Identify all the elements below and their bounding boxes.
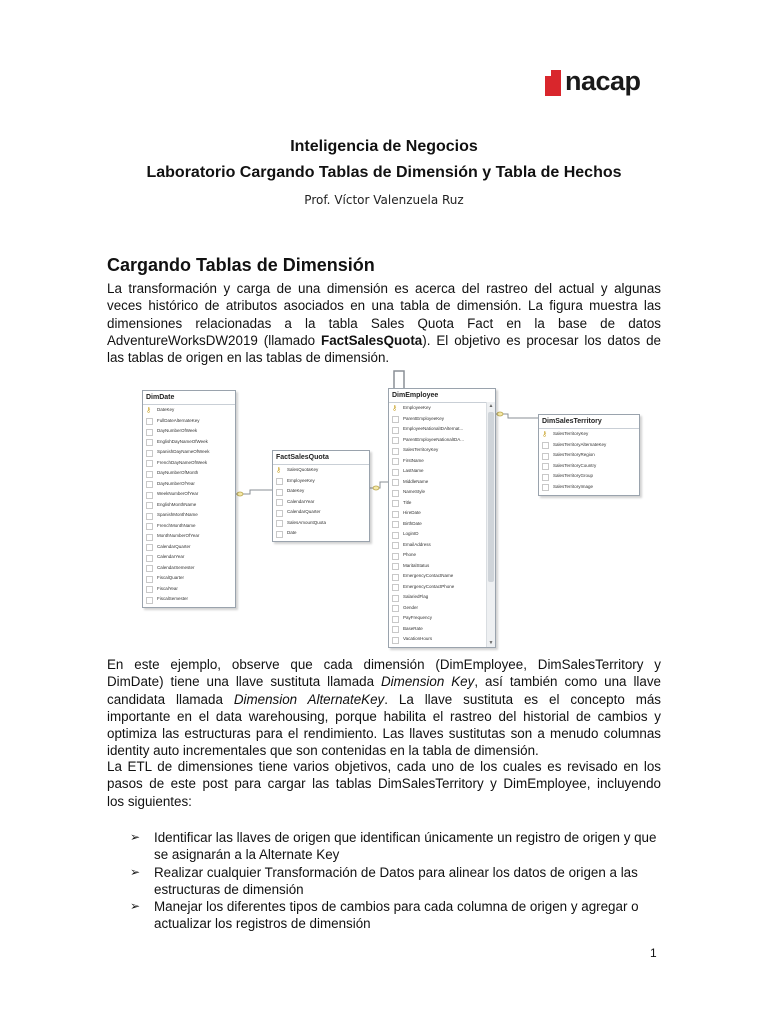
table-column[interactable]: Gender [389, 603, 495, 614]
checkbox[interactable] [392, 605, 399, 612]
key-icon: ⚷ [146, 406, 152, 414]
checkbox[interactable] [146, 544, 153, 551]
bold-term: FactSalesQuota [321, 332, 423, 348]
checkbox[interactable] [392, 469, 399, 476]
checkbox[interactable] [392, 574, 399, 581]
table-column[interactable]: DayNumberOfYear [143, 479, 235, 490]
table-column[interactable]: CalendarQuarter [273, 507, 369, 518]
checkbox[interactable] [392, 427, 399, 434]
text-line: AdventureWorksDW2019 (llamado FactSalesQuota). El objetivo es procesar los datos de [107, 332, 661, 348]
checkbox[interactable] [146, 565, 153, 572]
table-column[interactable]: FiscalSemester [143, 594, 235, 605]
checkbox[interactable] [146, 481, 153, 488]
table-column[interactable]: VacationHours [389, 634, 495, 645]
table-column[interactable]: ParentEmployeeNationalIDA... [389, 435, 495, 446]
checkbox[interactable] [146, 597, 153, 604]
table-column[interactable]: CalendarSemester [143, 563, 235, 574]
table-column[interactable]: EnglishDayNameOfWeek [143, 437, 235, 448]
table-column[interactable]: FrenchDayNameOfWeek [143, 458, 235, 469]
text-line: En este ejemplo, observe que cada dimensión (DimEmployee, DimSalesTerritory y [107, 657, 661, 672]
checkbox[interactable] [146, 513, 153, 520]
table-column[interactable]: SalesTerritoryRegion [539, 450, 639, 461]
table-dimemployee[interactable] [388, 388, 496, 648]
checkbox[interactable] [146, 439, 153, 446]
checkbox[interactable] [392, 553, 399, 560]
scrollbar-thumb[interactable] [488, 412, 494, 582]
table-column[interactable]: SalesTerritoryCountry [539, 461, 639, 472]
list-item-text: Identificar las llaves de origen que identifican únicamente un registro de origen y que [154, 830, 657, 845]
checkbox[interactable] [392, 616, 399, 623]
list-item-text: Realizar cualquier Transformación de Datos para alinear los datos de origen a las [154, 864, 638, 880]
text-line: dimensiones relacionadas a la tabla Sales Quota Fact en la base de datos [107, 315, 661, 331]
checkbox[interactable] [392, 563, 399, 570]
logo-mark [545, 70, 561, 96]
table-column[interactable]: DateKey [273, 486, 369, 497]
arrow-bullet-icon: ➢ [130, 864, 141, 879]
document-title: Inteligencia de Negocios [290, 138, 478, 155]
checkbox[interactable] [542, 442, 549, 449]
italic-term: Dimension AlternateKey [233, 691, 385, 707]
checkbox[interactable] [276, 499, 283, 506]
checkbox[interactable] [146, 586, 153, 593]
table-title: DimSalesTerritory [539, 415, 639, 429]
text-line: veces histórico de atributos asociados en una tabla de dimensión. La figura muestra las [107, 298, 661, 314]
text-line: pasos de este post para cargar las tablas DimSalesTerritory y DimEmployee, incluyendo [107, 776, 661, 792]
author: Prof. Víctor Valenzuela Ruz [304, 193, 464, 207]
checkbox[interactable] [392, 637, 399, 644]
table-column[interactable]: EnglishMonthName [143, 500, 235, 511]
checkbox[interactable] [146, 576, 153, 583]
checkbox[interactable] [276, 510, 283, 517]
checkbox[interactable] [146, 460, 153, 467]
table-column[interactable]: Phone [389, 550, 495, 561]
bullet-list [130, 829, 670, 933]
scroll-down-icon[interactable]: ▼ [488, 640, 494, 646]
key-icon: ⚷ [542, 430, 548, 438]
list-item-text: Manejar los diferentes tipos de cambios para cada columna de origen y agregar o [154, 899, 639, 915]
checkbox[interactable] [392, 437, 399, 444]
checkbox[interactable] [146, 534, 153, 541]
table-title: DimEmployee [389, 389, 495, 403]
list-item [130, 898, 670, 933]
checkbox[interactable] [146, 418, 153, 425]
checkbox[interactable] [542, 474, 549, 481]
text-line: candidata llamada Dimension AlternateKey. La llave sustituta es el concepto más [107, 691, 661, 707]
checkbox[interactable] [146, 502, 153, 509]
table-column[interactable]: FiscalQuarter [143, 573, 235, 584]
section-heading: Cargando Tablas de Dimensión [107, 255, 375, 275]
list-item-text: estructuras de dimensión [154, 881, 304, 897]
table-column[interactable]: DayNumberOfWeek [143, 426, 235, 437]
checkbox[interactable] [146, 523, 153, 530]
table-column[interactable]: SalesTerritoryGroup [539, 471, 639, 482]
table-column[interactable]: FullDateAlternateKey [143, 416, 235, 427]
table-column[interactable]: MonthNumberOfYear [143, 531, 235, 542]
checkbox[interactable] [392, 626, 399, 633]
table-column[interactable]: ⚷ SalesTerritoryKey [542, 430, 589, 438]
checkbox[interactable] [146, 471, 153, 478]
text-line: las tablas de origen en las tablas de dimensión. [107, 350, 390, 366]
checkbox[interactable] [146, 555, 153, 562]
list-item [130, 829, 670, 864]
scrollbar[interactable] [486, 402, 495, 647]
table-column[interactable]: CalendarQuarter [143, 542, 235, 553]
table-column[interactable]: HireDate [389, 508, 495, 519]
relationship-endpoint [237, 492, 243, 496]
checkbox[interactable] [542, 484, 549, 491]
database-diagram [140, 368, 645, 648]
table-column[interactable]: ⚷ DateKey [146, 406, 175, 414]
table-column[interactable]: SpanishDayNameOfWeek [143, 447, 235, 458]
self-reference-line [394, 371, 404, 388]
table-column[interactable]: SalesTerritoryImage [539, 482, 639, 493]
table-column[interactable]: Title [389, 498, 495, 509]
paragraph-surrogate-keys [107, 656, 661, 760]
table-column[interactable]: BaseRate [389, 624, 495, 635]
scroll-up-icon[interactable]: ▲ [488, 403, 494, 409]
text-line: La ETL de dimensiones tiene varios objetivos, cada uno de los cuales es revisado en los [107, 759, 661, 774]
text-line: optimiza las estructuras para el rendimiento. Las llaves sustitutas son a menudo columnas [107, 726, 661, 742]
checkbox[interactable] [392, 500, 399, 507]
checkbox[interactable] [392, 521, 399, 528]
table-column[interactable]: FirstName [389, 456, 495, 467]
table-column[interactable]: ⚷ SalesQuotaKey [276, 466, 319, 474]
table-column[interactable]: SalesTerritoryAlternateKey [539, 440, 639, 451]
paragraph-etl-goals [107, 758, 661, 810]
table-column[interactable]: EmployeeKey [273, 476, 369, 487]
checkbox[interactable] [392, 595, 399, 602]
text-line: los siguientes: [107, 793, 192, 809]
checkbox[interactable] [392, 416, 399, 423]
text-line: La transformación y carga de una dimensión es acerca del rastreo del actual y algunas [107, 281, 661, 296]
table-column[interactable]: FrenchMonthName [143, 521, 235, 532]
checkbox[interactable] [392, 511, 399, 518]
table-column[interactable]: SpanishMonthName [143, 510, 235, 521]
list-item-text: actualizar los registros de dimensión [154, 916, 371, 932]
table-column[interactable]: EmployeeNationalIDAlternat... [389, 424, 495, 435]
table-dimdate[interactable] [142, 390, 236, 608]
key-icon: ⚷ [276, 466, 282, 474]
checkbox[interactable] [276, 531, 283, 538]
table-title: FactSalesQuota [273, 451, 369, 465]
list-item [130, 864, 670, 899]
table-title: DimDate [143, 391, 235, 405]
table-column[interactable]: ParentEmployeeKey [389, 414, 495, 425]
table-column[interactable]: LastName [389, 466, 495, 477]
table-column[interactable]: EmergencyContactPhone [389, 582, 495, 593]
checkbox[interactable] [392, 542, 399, 549]
table-column[interactable]: BirthDate [389, 519, 495, 530]
table-column[interactable]: NameStyle [389, 487, 495, 498]
relationship-endpoint [373, 486, 379, 490]
paragraph-intro [107, 280, 661, 366]
table-dimsalesterritory[interactable] [538, 414, 640, 496]
page-number: 1 [650, 946, 657, 960]
checkbox[interactable] [392, 490, 399, 497]
document-subtitle: Laboratorio Cargando Tablas de Dimensión y Tabla de Hechos [146, 164, 622, 181]
checkbox[interactable] [146, 450, 153, 457]
checkbox[interactable] [146, 429, 153, 436]
table-column[interactable]: EmergencyContactName [389, 571, 495, 582]
arrow-bullet-icon: ➢ [130, 899, 141, 914]
table-column[interactable]: WeekNumberOfYear [143, 489, 235, 500]
inacap-logo [545, 66, 655, 100]
table-column[interactable]: PayFrequency [389, 613, 495, 624]
table-column[interactable]: Date [273, 528, 369, 539]
logo-text: nacap [565, 66, 641, 96]
table-column[interactable]: MiddleName [389, 477, 495, 488]
text-line: identity auto incrementales que son contenidas en la tabla de dimensión. [107, 743, 539, 759]
key-icon: ⚷ [392, 404, 398, 412]
checkbox[interactable] [392, 584, 399, 591]
table-column[interactable]: SalariedFlag [389, 592, 495, 603]
text-line: importante en el data warehousing, porque habilita el rastreo del historial de cambios y [107, 708, 661, 724]
italic-term: Dimension Key [381, 674, 475, 690]
table-column[interactable]: DayNumberOfMonth [143, 468, 235, 479]
table-column[interactable]: CalendarYear [273, 497, 369, 508]
text-line: DimDate) tiene una llave sustituta llamada Dimension Key, así también como una llave [107, 674, 662, 690]
checkbox[interactable] [392, 532, 399, 539]
table-column[interactable]: LoginID [389, 529, 495, 540]
checkbox[interactable] [276, 520, 283, 527]
relationship-endpoint [497, 412, 503, 416]
table-column[interactable]: SalesTerritoryKey [389, 445, 495, 456]
table-column[interactable]: MaritalStatus [389, 561, 495, 572]
checkbox[interactable] [542, 463, 549, 470]
checkbox[interactable] [392, 479, 399, 486]
table-column[interactable]: CalendarYear [143, 552, 235, 563]
table-column[interactable]: EmailAddress [389, 540, 495, 551]
table-column[interactable]: ⚷ EmployeeKey [392, 404, 431, 412]
list-item-text: se asignarán a la Alternate Key [154, 847, 340, 863]
checkbox[interactable] [392, 458, 399, 465]
checkbox[interactable] [276, 489, 283, 496]
table-column[interactable]: SalesAmountQuota [273, 518, 369, 529]
checkbox[interactable] [276, 478, 283, 485]
checkbox[interactable] [392, 448, 399, 455]
arrow-bullet-icon: ➢ [130, 830, 141, 844]
table-column[interactable]: FiscalYear [143, 584, 235, 595]
table-factsalesquota[interactable] [272, 450, 370, 542]
checkbox[interactable] [146, 492, 153, 499]
checkbox[interactable] [542, 453, 549, 460]
